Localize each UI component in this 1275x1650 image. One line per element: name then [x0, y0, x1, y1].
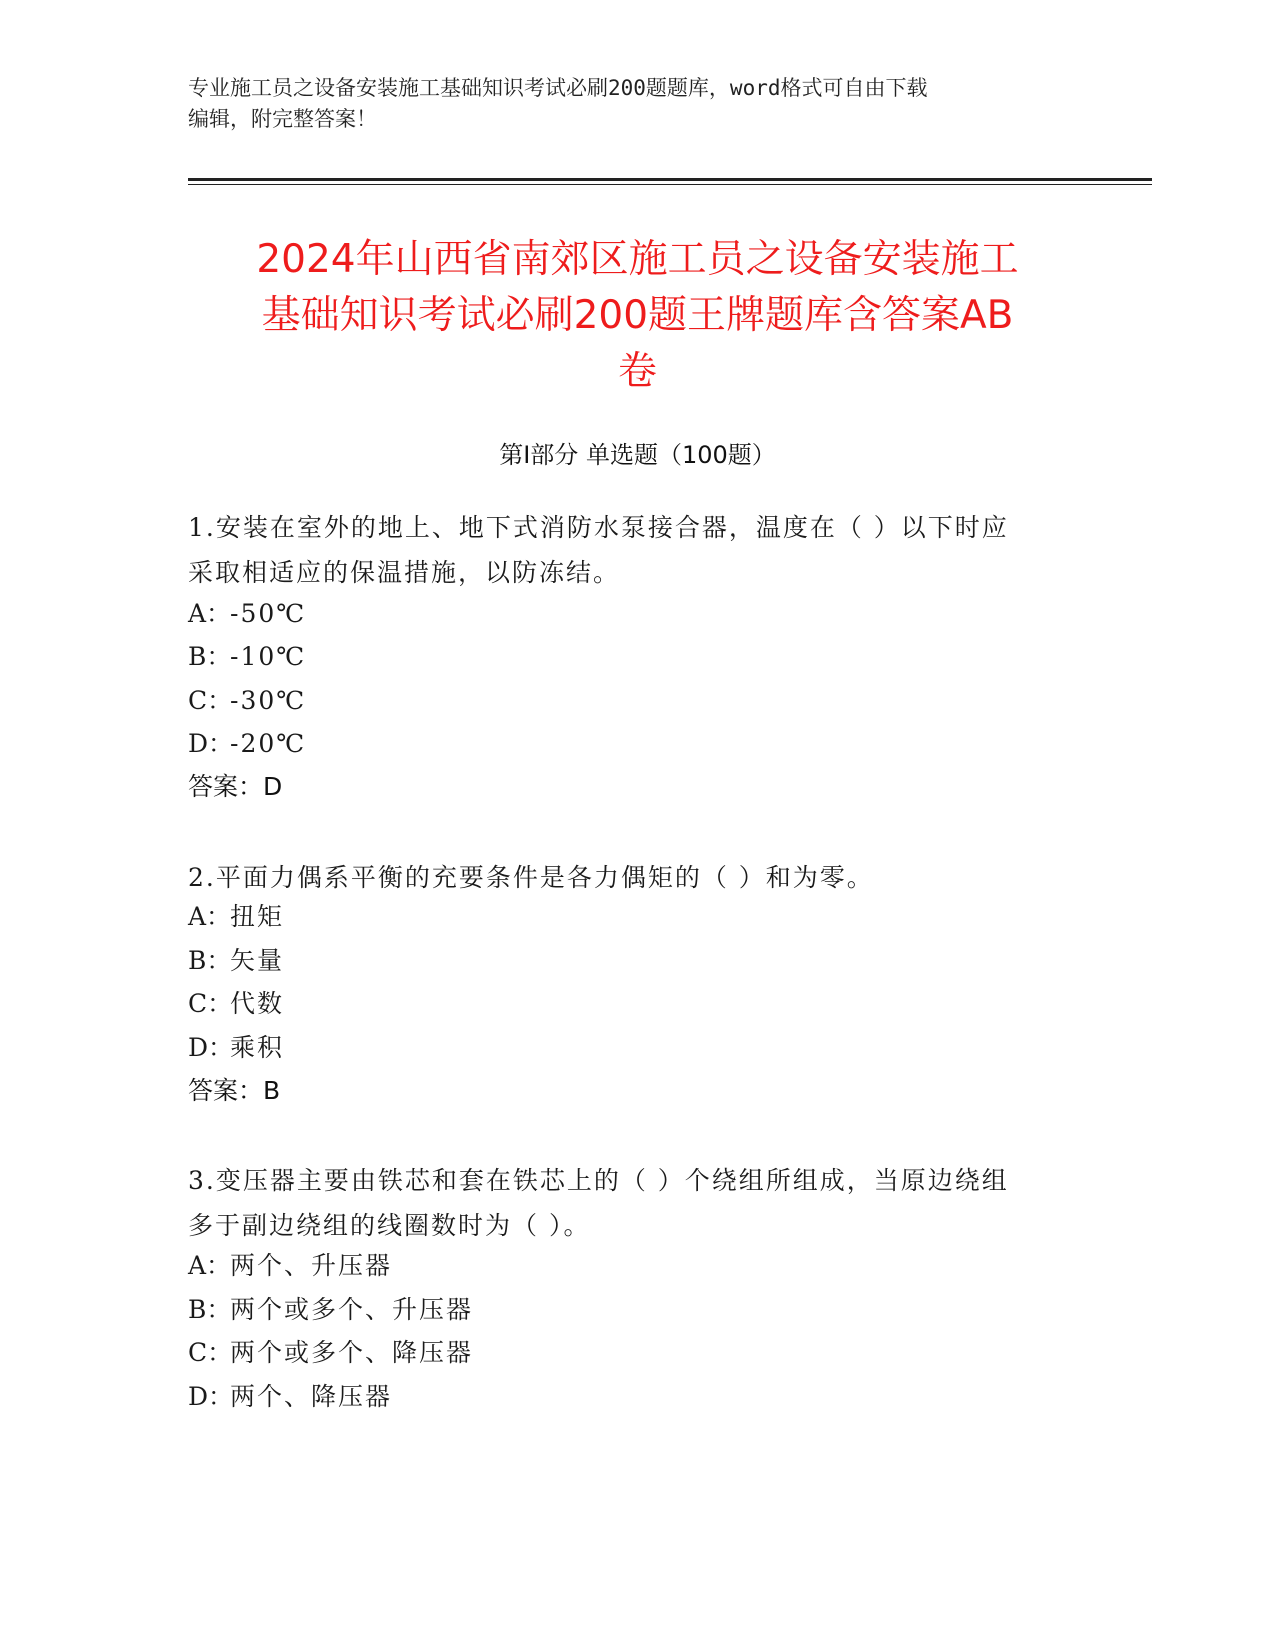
- question-2-answer: 答案：B: [188, 1076, 281, 1105]
- option-key: D：: [188, 1382, 234, 1411]
- question-3-option-d: [188, 1380, 392, 1414]
- option-key: C：: [188, 989, 233, 1018]
- question-1-option-a: [188, 597, 306, 631]
- question-1-line-2: 采取相适应的保温措施，以防冻结。: [188, 558, 621, 587]
- question-3-option-b: [188, 1293, 473, 1327]
- option-key: A：: [188, 1251, 232, 1280]
- header-note: [188, 73, 1088, 135]
- question-1-option-b: [188, 640, 306, 674]
- option-value: -30℃: [230, 686, 307, 715]
- option-value: 乘积: [230, 1033, 285, 1062]
- header-divider-thick: [188, 178, 1152, 181]
- option-value: 代数: [230, 989, 285, 1018]
- title-line-2: 基础知识考试必刷200题王牌题库含答案AB: [261, 293, 1014, 338]
- option-value: 两个或多个、降压器: [230, 1338, 474, 1367]
- option-value: 矢量: [230, 946, 285, 975]
- option-key: B：: [188, 642, 232, 671]
- question-2-option-b: [188, 944, 284, 978]
- option-key: D：: [188, 1033, 234, 1062]
- option-key: B：: [188, 946, 232, 975]
- option-value: 两个或多个、升压器: [230, 1295, 474, 1324]
- question-1-answer: 答案：D: [188, 772, 283, 801]
- option-key: D：: [188, 729, 234, 758]
- header-note-line-2: 编辑，附完整答案！: [188, 107, 377, 131]
- option-key: B：: [188, 1295, 232, 1324]
- header-divider-thin: [188, 184, 1152, 185]
- document-title: [150, 232, 1125, 400]
- question-2-option-a: [188, 900, 284, 934]
- option-key: C：: [188, 1338, 233, 1367]
- title-line-3: 卷: [617, 349, 657, 394]
- title-line-1: 2024年山西省南郊区施工员之设备安装施工: [256, 237, 1019, 282]
- option-value: -10℃: [230, 642, 307, 671]
- option-key: A：: [188, 902, 232, 931]
- option-key: C：: [188, 686, 233, 715]
- option-value: 两个、降压器: [230, 1382, 393, 1411]
- question-1-line-1: 1.安装在室外的地上、地下式消防水泵接合器，温度在（ ）以下时应: [188, 513, 1009, 542]
- question-2-text: [188, 855, 1088, 900]
- question-3-line-2: 多于副边绕组的线圈数时为（ ）。: [188, 1211, 591, 1240]
- question-1-option-c: [188, 684, 306, 718]
- option-key: A：: [188, 599, 232, 628]
- option-value: -20℃: [230, 729, 307, 758]
- question-3-line-1: 3.变压器主要由铁芯和套在铁芯上的（ ）个绕组所组成，当原边绕组: [188, 1166, 1009, 1195]
- header-note-line-1: 专业施工员之设备安装施工基础知识考试必刷200题题库，word格式可自由下载: [188, 76, 928, 100]
- option-value: 扭矩: [230, 902, 285, 931]
- question-2-option-d: [188, 1031, 284, 1065]
- question-2-line-1: 2.平面力偶系平衡的充要条件是各力偶矩的（ ）和为零。: [188, 863, 874, 892]
- question-3-option-c: [188, 1336, 473, 1370]
- option-value: -50℃: [230, 599, 307, 628]
- question-3-text: [188, 1158, 1088, 1248]
- question-1-option-d: [188, 727, 306, 761]
- option-value: 两个、升压器: [230, 1251, 393, 1280]
- question-3-option-a: [188, 1249, 392, 1283]
- question-1-text: [188, 505, 1088, 595]
- section-heading: 第Ⅰ部分 单选题（100题）: [499, 441, 776, 469]
- question-2-option-c: [188, 987, 284, 1021]
